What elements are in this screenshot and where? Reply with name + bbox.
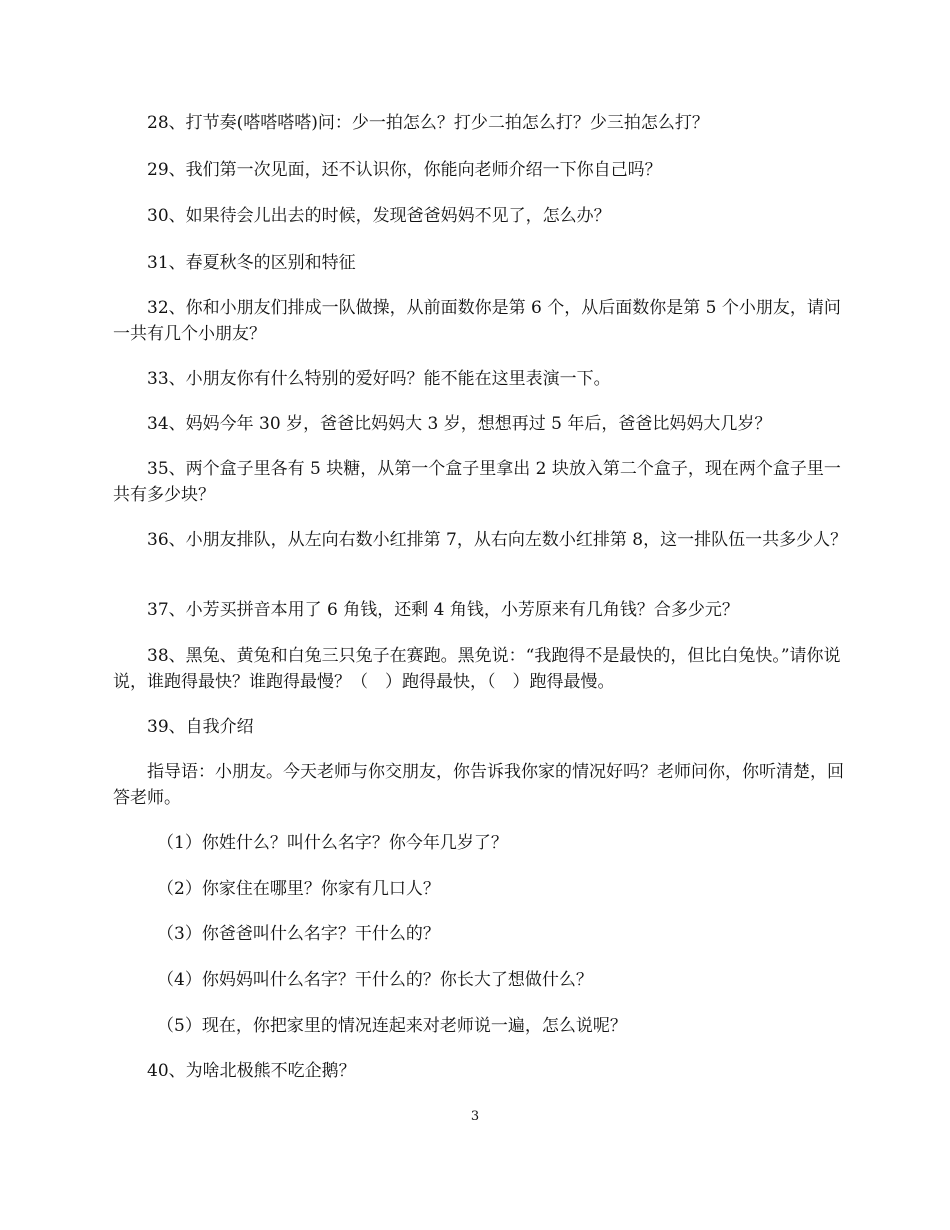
question-35: 35、两个盒子里各有 5 块糖，从第一个盒子里拿出 2 块放入第二个盒子，现在两个盒子里一共有多少块？ [113, 459, 841, 505]
sub-question-2: （2）你家住在哪里？你家有几口人？ [157, 879, 440, 899]
question-39: 39、自我介绍 [147, 717, 254, 737]
question-36: 36、小朋友排队，从左向右数小红排第 7，从右向左数小红排第 8，这一排队伍一共多少人？ [147, 530, 848, 550]
sub-question-3: （3）你爸爸叫什么名字？干什么的？ [157, 924, 440, 944]
question-32: 32、你和小朋友们排成一队做操，从前面数你是第 6 个，从后面数你是第 5 个小朋友，请问一共有几个小朋友？ [113, 298, 841, 344]
question-28: 28、打节奏(嗒嗒嗒嗒)问：少一拍怎么？打少二拍怎么打？少三拍怎么打？ [147, 113, 709, 133]
question-40: 40、为啥北极熊不吃企鹅？ [147, 1061, 356, 1081]
question-37: 37、小芳买拼音本用了 6 角钱，还剩 4 角钱，小芳原来有几角钱？合多少元？ [147, 600, 739, 620]
sub-question-5: （5）现在，你把家里的情况连起来对老师说一遍，怎么说呢？ [157, 1016, 627, 1036]
guidance-text: 指导语：小朋友。今天老师与你交朋友，你告诉我你家的情况好吗？老师问你，你听清楚，回答老师。 [113, 762, 844, 808]
sub-question-1: （1）你姓什么？叫什么名字？你今年几岁了？ [157, 833, 508, 853]
sub-question-4: （4）你妈妈叫什么名字？干什么的？你长大了想做什么？ [157, 970, 593, 990]
question-33: 33、小朋友你有什么特别的爱好吗？能不能在这里表演一下。 [147, 369, 611, 389]
question-38: 38、黑兔、黄兔和白兔三只兔子在赛跑。黑免说：“我跑得不是最快的，但比白兔快。”请你说说，谁跑得最快？谁跑得最慢？（ ）跑得最快，（ ）跑得最慢。 [113, 646, 841, 692]
question-30: 30、如果待会儿出去的时候，发现爸爸妈妈不见了，怎么办？ [147, 206, 611, 226]
question-34: 34、妈妈今年 30 岁，爸爸比妈妈大 3 岁，想想再过 5 年后，爸爸比妈妈大几岁？ [147, 414, 772, 434]
page-number: 3 [470, 1109, 480, 1124]
question-29: 29、我们第一次见面，还不认识你，你能向老师介绍一下你自己吗？ [147, 160, 662, 180]
question-31: 31、春夏秋冬的区别和特征 [147, 253, 356, 273]
